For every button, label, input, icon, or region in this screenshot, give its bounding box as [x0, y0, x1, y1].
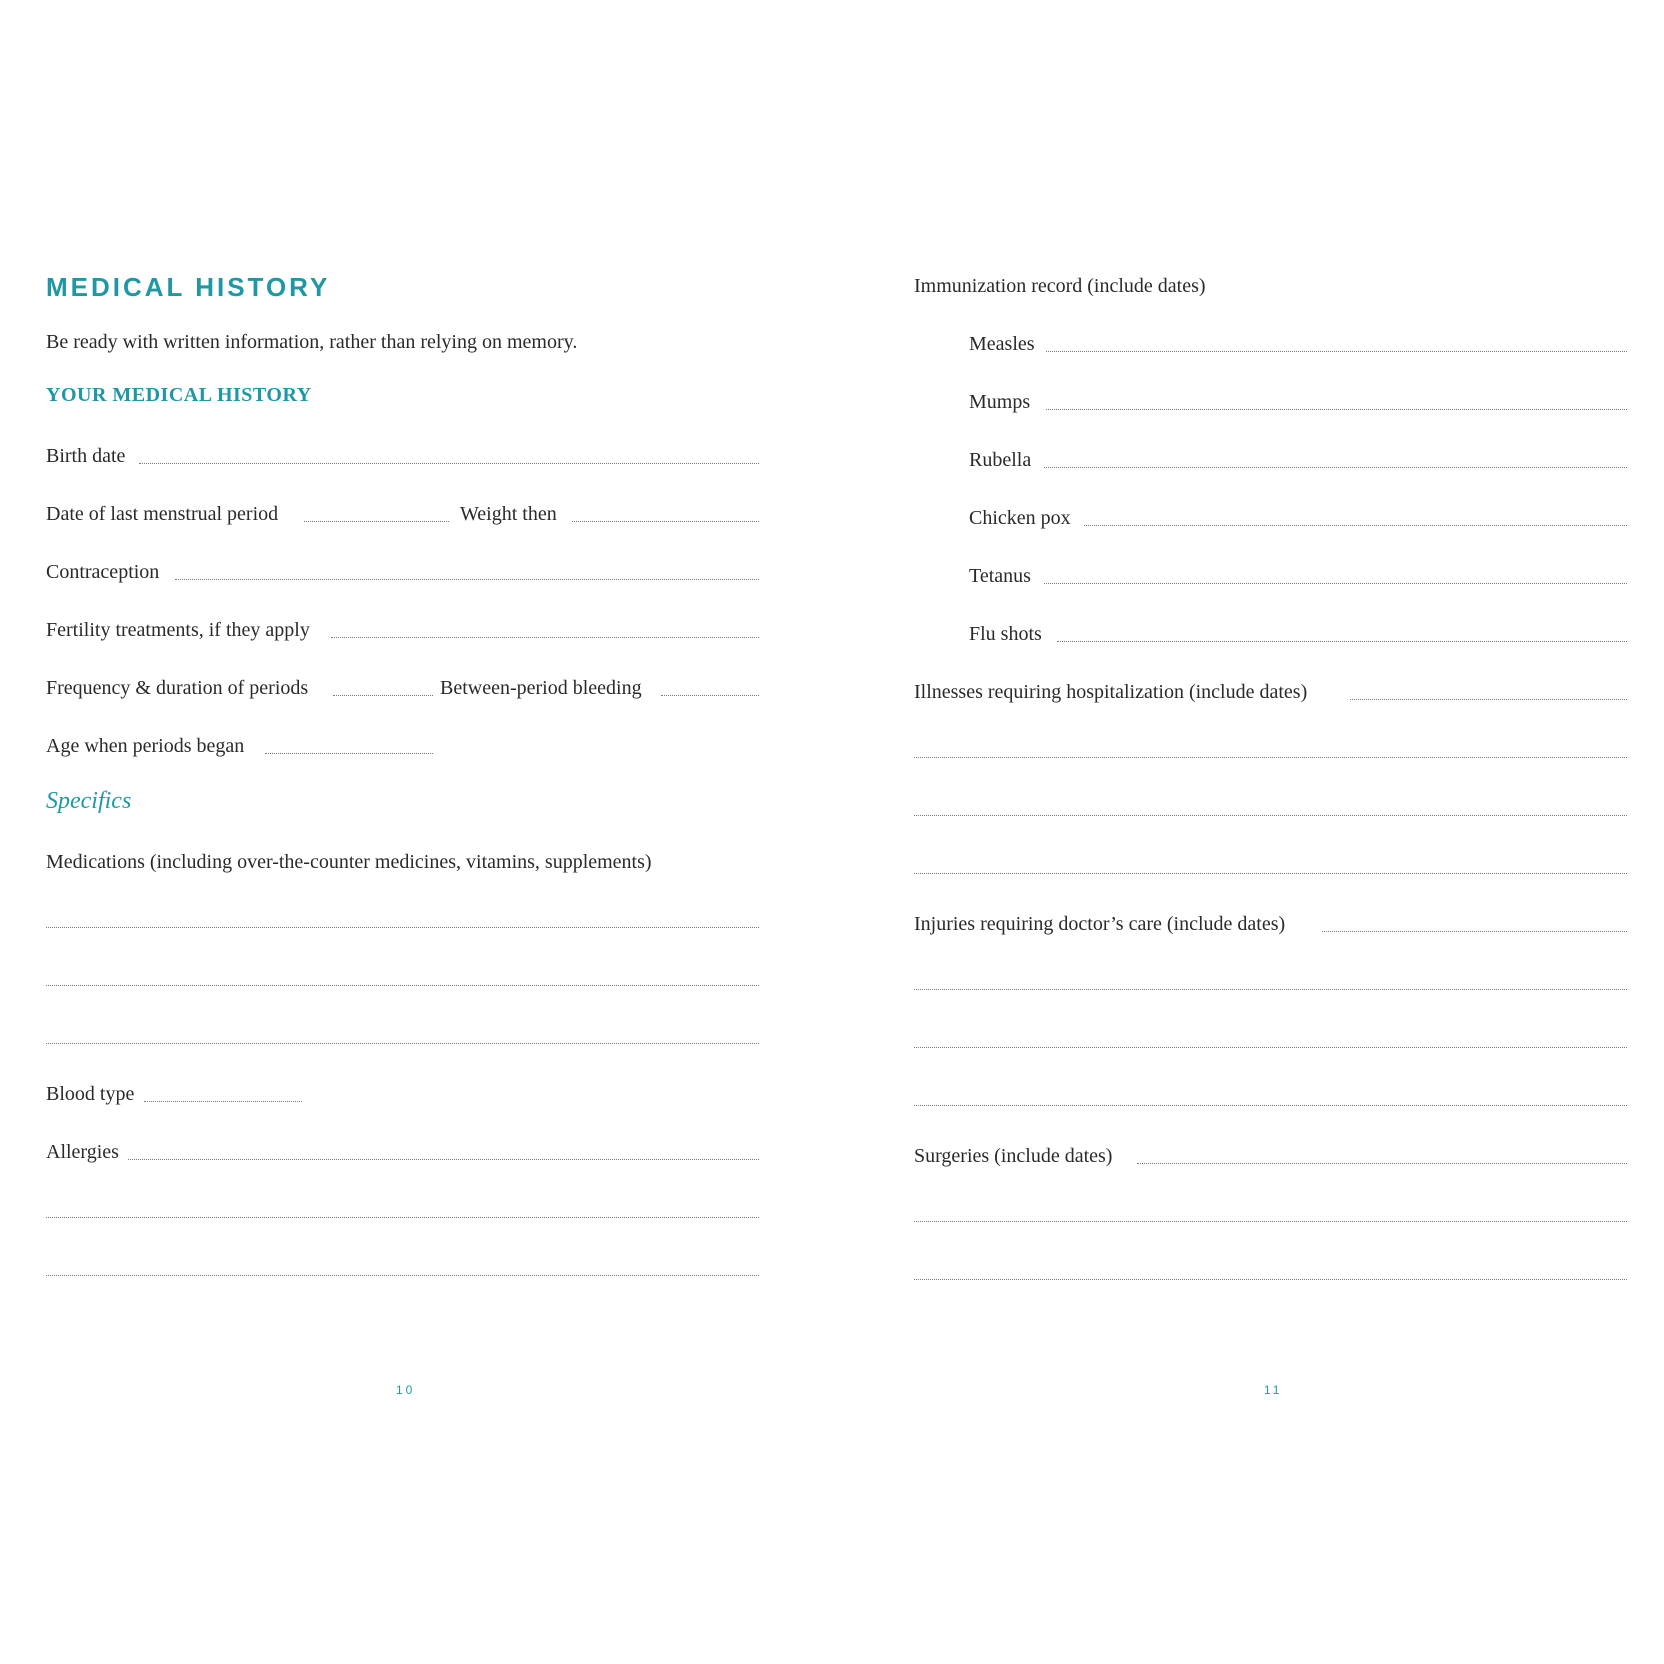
immunization-label-chicken-pox: Chicken pox	[969, 507, 1071, 529]
intro-text: Be ready with written information, rather than relying on memory.	[46, 331, 578, 353]
allergies-line[interactable]	[128, 1159, 759, 1160]
immunization-line-flu-shots[interactable]	[1057, 641, 1627, 642]
blood-type-line[interactable]	[144, 1101, 302, 1102]
age-periods-label: Age when periods began	[46, 735, 245, 757]
immunization-line-tetanus[interactable]	[1044, 583, 1627, 584]
illnesses-label: Illnesses requiring hospitalization (include dates)	[914, 681, 1308, 703]
allergies-line[interactable]	[46, 1275, 759, 1276]
immunization-label-mumps: Mumps	[969, 391, 1031, 413]
age-periods-line[interactable]	[265, 753, 433, 754]
frequency-line[interactable]	[333, 695, 433, 696]
immunization-label-flu-shots: Flu shots	[969, 623, 1042, 645]
weight-then-line[interactable]	[572, 521, 759, 522]
surgeries-line[interactable]	[914, 1221, 1627, 1222]
between-bleeding-label: Between-period bleeding	[440, 677, 642, 699]
page-title: MEDICAL HISTORY	[46, 272, 331, 302]
allergies-line[interactable]	[46, 1217, 759, 1218]
injuries-label: Injuries requiring doctor’s care (include dates)	[914, 913, 1286, 935]
injuries-line[interactable]	[914, 989, 1627, 990]
surgeries-label: Surgeries (include dates)	[914, 1145, 1113, 1167]
immunization-line-mumps[interactable]	[1046, 409, 1627, 410]
last-period-label: Date of last menstrual period	[46, 503, 279, 525]
contraception-line[interactable]	[175, 579, 759, 580]
immunization-heading: Immunization record (include dates)	[914, 275, 1206, 297]
contraception-label: Contraception	[46, 561, 160, 583]
illnesses-line[interactable]	[914, 757, 1627, 758]
immunization-label-rubella: Rubella	[969, 449, 1032, 471]
immunization-line-chicken-pox[interactable]	[1084, 525, 1627, 526]
frequency-label: Frequency & duration of periods	[46, 677, 309, 699]
medications-line[interactable]	[46, 927, 759, 928]
immunization-line-measles[interactable]	[1046, 351, 1627, 352]
immunization-line-rubella[interactable]	[1044, 467, 1627, 468]
allergies-label: Allergies	[46, 1141, 119, 1163]
weight-then-label: Weight then	[460, 503, 557, 525]
medications-line[interactable]	[46, 1043, 759, 1044]
between-bleeding-line[interactable]	[661, 695, 759, 696]
illnesses-line[interactable]	[1350, 699, 1627, 700]
injuries-line[interactable]	[914, 1047, 1627, 1048]
illnesses-line[interactable]	[914, 815, 1627, 816]
injuries-line[interactable]	[1322, 931, 1627, 932]
page-number-left: 10	[396, 1383, 416, 1397]
page-number-right: 11	[1264, 1383, 1283, 1397]
birth-date-line[interactable]	[139, 463, 759, 464]
last-period-line[interactable]	[304, 521, 449, 522]
injuries-line[interactable]	[914, 1105, 1627, 1106]
surgeries-line[interactable]	[914, 1279, 1627, 1280]
fertility-line[interactable]	[331, 637, 759, 638]
medications-label: Medications (including over-the-counter medicines, vitamins, supplements)	[46, 851, 652, 873]
fertility-label: Fertility treatments, if they apply	[46, 619, 310, 641]
immunization-label-measles: Measles	[969, 333, 1035, 355]
medications-line[interactable]	[46, 985, 759, 986]
section-subheading: YOUR MEDICAL HISTORY	[46, 384, 312, 406]
illnesses-line[interactable]	[914, 873, 1627, 874]
specifics-heading: Specifics	[46, 788, 132, 814]
blood-type-label: Blood type	[46, 1083, 135, 1105]
birth-date-label: Birth date	[46, 445, 126, 467]
immunization-label-tetanus: Tetanus	[969, 565, 1031, 587]
surgeries-line[interactable]	[1137, 1163, 1627, 1164]
